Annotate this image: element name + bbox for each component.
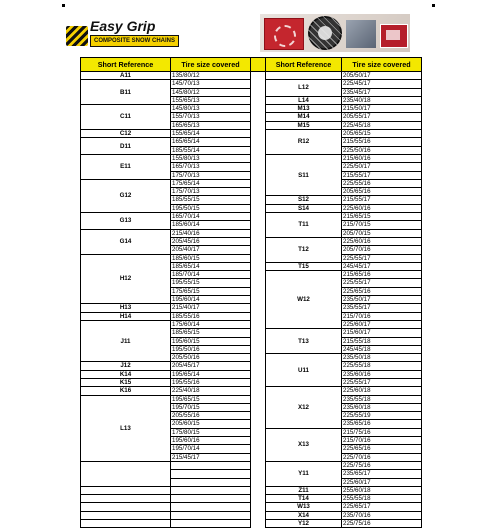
left-tire-size: 165/65/14 [171, 138, 251, 146]
right-tire-size: 225/75/16 [342, 520, 422, 528]
table-row [81, 179, 422, 187]
table-row [81, 312, 422, 320]
right-tire-size: 225/55/17 [342, 279, 422, 287]
left-short-reference: J12 [81, 362, 171, 370]
right-tire-size: 225/65/16 [342, 445, 422, 453]
left-tire-size: 215/40/16 [171, 229, 251, 237]
empty-cell [81, 495, 171, 503]
empty-cell [171, 511, 251, 519]
table-row [81, 154, 422, 162]
table-row [81, 520, 422, 528]
left-short-reference: C11 [81, 105, 171, 130]
right-short-reference: T11 [266, 213, 342, 238]
table-row [81, 80, 422, 88]
right-tire-size: 225/55/18 [342, 362, 422, 370]
empty-cell [81, 486, 171, 494]
table-row [81, 229, 422, 237]
table-row [81, 503, 422, 511]
table-row [81, 130, 422, 138]
table-row [81, 511, 422, 519]
empty-cell [171, 495, 251, 503]
column-gap [251, 179, 266, 187]
column-gap [251, 503, 266, 511]
right-tire-size: 235/70/16 [342, 511, 422, 519]
column-gap [251, 188, 266, 196]
right-tire-size: 235/65/16 [342, 420, 422, 428]
right-tire-size: 245/45/18 [342, 345, 422, 353]
left-short-reference [81, 461, 171, 486]
left-tire-size: 155/65/13 [171, 96, 251, 104]
column-gap [251, 196, 266, 204]
right-short-reference: T15 [266, 262, 342, 270]
left-tire-size: 205/45/17 [171, 362, 251, 370]
column-gap [251, 80, 266, 88]
left-short-reference: H14 [81, 312, 171, 320]
left-tire-size: 195/60/15 [171, 337, 251, 345]
column-gap [251, 72, 266, 80]
left-tire-size: 165/70/14 [171, 213, 251, 221]
column-gap [251, 420, 266, 428]
empty-cell [171, 520, 251, 528]
column-gap [251, 470, 266, 478]
right-short-reference: R12 [266, 130, 342, 155]
column-gap [251, 154, 266, 162]
table-row [81, 105, 422, 113]
column-gap [251, 520, 266, 528]
left-tire-size: 215/45/17 [171, 453, 251, 461]
right-tire-size: 215/55/18 [342, 337, 422, 345]
right-tire-size: 215/70/16 [342, 312, 422, 320]
logo-subtitle: COMPOSITE SNOW CHAINS [90, 35, 179, 47]
column-gap [251, 121, 266, 129]
column-gap [251, 279, 266, 287]
right-tire-size: 205/70/16 [342, 246, 422, 254]
left-tire-size: 185/55/15 [171, 196, 251, 204]
right-tire-size: 215/75/16 [342, 428, 422, 436]
table-row [81, 461, 422, 469]
left-tire-size [171, 478, 251, 486]
left-tire-size: 195/70/15 [171, 403, 251, 411]
right-tire-size: 205/55/17 [342, 113, 422, 121]
left-tire-size: 185/70/14 [171, 271, 251, 279]
left-tire-size: 205/60/15 [171, 420, 251, 428]
column-gap [251, 304, 266, 312]
right-tire-size: 215/65/16 [342, 271, 422, 279]
right-short-reference: L12 [266, 80, 342, 97]
left-tire-size: 175/70/13 [171, 188, 251, 196]
column-gap [251, 296, 266, 304]
column-gap [251, 163, 266, 171]
column-gap [251, 511, 266, 519]
right-tire-size: 225/60/18 [342, 387, 422, 395]
right-tire-size: 235/55/17 [342, 304, 422, 312]
header-tire-size-right: Tire size covered [342, 58, 422, 72]
right-tire-size: 215/70/15 [342, 221, 422, 229]
left-short-reference: K15 [81, 378, 171, 386]
left-tire-size: 195/50/15 [171, 204, 251, 212]
left-tire-size: 205/55/16 [171, 412, 251, 420]
right-tire-size: 225/55/16 [342, 179, 422, 187]
column-gap [251, 312, 266, 320]
right-short-reference: S11 [266, 154, 342, 195]
right-tire-size: 215/55/17 [342, 171, 422, 179]
corner-mark-tr [432, 4, 435, 7]
column-gap [251, 354, 266, 362]
left-tire-size: 185/55/14 [171, 146, 251, 154]
right-short-reference [266, 72, 342, 80]
column-gap [251, 387, 266, 395]
column-gap [251, 105, 266, 113]
right-tire-size: 205/65/16 [342, 188, 422, 196]
left-tire-size: 135/80/12 [171, 72, 251, 80]
right-tire-size: 205/70/15 [342, 229, 422, 237]
left-tire-size [171, 470, 251, 478]
right-short-reference: Z11 [266, 486, 342, 494]
right-tire-size: 235/50/17 [342, 296, 422, 304]
right-short-reference: M13 [266, 105, 342, 113]
column-gap [251, 461, 266, 469]
column-gap [251, 478, 266, 486]
left-tire-size: 195/60/16 [171, 437, 251, 445]
right-short-reference: X13 [266, 428, 342, 461]
right-tire-size: 235/60/16 [342, 370, 422, 378]
left-tire-size: 155/80/13 [171, 154, 251, 162]
empty-cell [81, 503, 171, 511]
column-gap [251, 138, 266, 146]
right-tire-size: 255/55/18 [342, 495, 422, 503]
right-tire-size: 215/65/15 [342, 213, 422, 221]
table-row [81, 320, 422, 328]
left-short-reference: G13 [81, 213, 171, 230]
mini-box-image [380, 24, 408, 48]
left-tire-size: 195/65/14 [171, 370, 251, 378]
right-short-reference: M15 [266, 121, 342, 129]
left-tire-size: 155/65/14 [171, 130, 251, 138]
left-short-reference: H12 [81, 254, 171, 304]
left-tire-size: 165/65/13 [171, 121, 251, 129]
left-short-reference: J11 [81, 320, 171, 361]
right-tire-size: 235/60/18 [342, 403, 422, 411]
left-short-reference: K16 [81, 387, 171, 395]
left-short-reference: K14 [81, 370, 171, 378]
column-gap [251, 412, 266, 420]
right-tire-size: 225/60/17 [342, 478, 422, 486]
column-gap [251, 337, 266, 345]
right-short-reference: T13 [266, 329, 342, 354]
right-tire-size: 225/75/16 [342, 461, 422, 469]
right-tire-size: 225/60/16 [342, 204, 422, 212]
left-tire-size: 195/55/16 [171, 378, 251, 386]
left-tire-size: 195/70/14 [171, 445, 251, 453]
column-gap [251, 213, 266, 221]
wheel-image [346, 20, 376, 48]
empty-cell [81, 511, 171, 519]
right-tire-size: 235/40/18 [342, 96, 422, 104]
left-short-reference: D11 [81, 138, 171, 155]
right-tire-size: 225/65/17 [342, 503, 422, 511]
right-short-reference: X12 [266, 387, 342, 428]
left-tire-size: 225/40/18 [171, 387, 251, 395]
table-header-row [81, 58, 422, 72]
table-row [81, 138, 422, 146]
header-short-reference-right: Short Reference [266, 58, 342, 72]
column-gap [251, 320, 266, 328]
right-short-reference: Y12 [266, 520, 342, 528]
column-gap [251, 130, 266, 138]
left-tire-size: 185/60/14 [171, 221, 251, 229]
column-gap [251, 204, 266, 212]
right-short-reference: W12 [266, 271, 342, 329]
left-short-reference: C12 [81, 130, 171, 138]
right-tire-size: 225/45/17 [342, 80, 422, 88]
left-tire-size: 195/65/15 [171, 395, 251, 403]
right-tire-size: 225/50/16 [342, 146, 422, 154]
left-short-reference: G14 [81, 229, 171, 254]
column-gap [251, 395, 266, 403]
left-tire-size: 175/65/15 [171, 287, 251, 295]
column-gap [251, 262, 266, 270]
left-tire-size: 145/70/13 [171, 80, 251, 88]
table-row [81, 495, 422, 503]
right-tire-size: 235/50/18 [342, 354, 422, 362]
logo-stripes-icon [66, 26, 88, 46]
column-gap [251, 428, 266, 436]
column-gap [251, 88, 266, 96]
column-gap [251, 237, 266, 245]
column-gap [251, 345, 266, 353]
left-tire-size: 185/55/16 [171, 312, 251, 320]
table-row [81, 213, 422, 221]
left-tire-size: 175/80/15 [171, 428, 251, 436]
table-row [81, 72, 422, 80]
right-tire-size: 225/55/17 [342, 378, 422, 386]
right-tire-size: 215/60/17 [342, 329, 422, 337]
left-tire-size: 145/80/12 [171, 88, 251, 96]
column-gap [251, 171, 266, 179]
table-row [81, 362, 422, 370]
left-tire-size: 185/60/15 [171, 254, 251, 262]
left-short-reference: E11 [81, 154, 171, 179]
left-tire-size: 185/65/15 [171, 329, 251, 337]
header-tire-size-left: Tire size covered [171, 58, 251, 72]
right-tire-size: 225/60/16 [342, 237, 422, 245]
right-tire-size: 225/55/19 [342, 412, 422, 420]
right-short-reference: Y11 [266, 461, 342, 486]
header-gap [251, 58, 266, 72]
right-tire-size: 225/45/18 [342, 121, 422, 129]
column-gap [251, 486, 266, 494]
right-tire-size: 225/65/16 [342, 287, 422, 295]
right-short-reference: X14 [266, 511, 342, 519]
left-tire-size: 175/65/14 [171, 179, 251, 187]
left-tire-size: 205/40/17 [171, 246, 251, 254]
table-row [81, 486, 422, 494]
right-tire-size: 225/60/17 [342, 320, 422, 328]
column-gap [251, 403, 266, 411]
column-gap [251, 146, 266, 154]
table-row [81, 387, 422, 395]
left-tire-size: 175/70/13 [171, 171, 251, 179]
right-short-reference: W13 [266, 503, 342, 511]
column-gap [251, 378, 266, 386]
table-row [81, 254, 422, 262]
column-gap [251, 453, 266, 461]
right-short-reference: S12 [266, 196, 342, 204]
table-row [81, 395, 422, 403]
column-gap [251, 254, 266, 262]
column-gap [251, 271, 266, 279]
empty-cell [81, 520, 171, 528]
right-tire-size: 235/55/18 [342, 395, 422, 403]
logo-title: Easy Grip [90, 18, 156, 34]
right-tire-size: 225/70/16 [342, 453, 422, 461]
tire-size-table [80, 57, 422, 528]
table-row [81, 370, 422, 378]
column-gap [251, 221, 266, 229]
right-tire-size: 215/60/16 [342, 154, 422, 162]
left-short-reference: A11 [81, 72, 171, 80]
right-tire-size: 235/65/17 [342, 470, 422, 478]
left-tire-size: 165/70/13 [171, 163, 251, 171]
product-box-image [264, 18, 304, 50]
table-row [81, 378, 422, 386]
left-tire-size: 205/50/16 [171, 354, 251, 362]
product-photo [260, 14, 410, 52]
column-gap [251, 370, 266, 378]
right-tire-size: 255/60/18 [342, 486, 422, 494]
left-tire-size: 195/60/14 [171, 296, 251, 304]
left-tire-size: 175/60/14 [171, 320, 251, 328]
right-short-reference: T14 [266, 495, 342, 503]
left-tire-size: 195/50/16 [171, 345, 251, 353]
left-tire-size: 155/70/13 [171, 113, 251, 121]
right-short-reference: U11 [266, 354, 342, 387]
right-tire-size: 215/70/16 [342, 437, 422, 445]
column-gap [251, 246, 266, 254]
column-gap [251, 113, 266, 121]
table-row [81, 304, 422, 312]
right-tire-size: 225/55/17 [342, 254, 422, 262]
right-short-reference: M14 [266, 113, 342, 121]
brand-logo [66, 18, 176, 48]
right-tire-size: 215/55/16 [342, 138, 422, 146]
right-tire-size: 205/50/17 [342, 72, 422, 80]
column-gap [251, 495, 266, 503]
left-short-reference: G12 [81, 179, 171, 212]
left-tire-size: 195/55/15 [171, 279, 251, 287]
right-tire-size: 215/50/17 [342, 105, 422, 113]
column-gap [251, 437, 266, 445]
right-tire-size: 235/45/17 [342, 88, 422, 96]
left-short-reference: H13 [81, 304, 171, 312]
snow-chain-image [308, 16, 342, 50]
column-gap [251, 362, 266, 370]
left-tire-size: 205/45/16 [171, 237, 251, 245]
empty-cell [171, 503, 251, 511]
right-tire-size: 215/55/17 [342, 196, 422, 204]
right-tire-size: 205/65/15 [342, 130, 422, 138]
left-short-reference: B11 [81, 80, 171, 105]
header-short-reference-left: Short Reference [81, 58, 171, 72]
column-gap [251, 329, 266, 337]
right-short-reference: T12 [266, 237, 342, 262]
right-short-reference: L14 [266, 96, 342, 104]
left-tire-size [171, 461, 251, 469]
column-gap [251, 96, 266, 104]
left-short-reference: L13 [81, 395, 171, 461]
left-tire-size: 145/80/13 [171, 105, 251, 113]
empty-cell [171, 486, 251, 494]
column-gap [251, 287, 266, 295]
left-tire-size: 215/40/17 [171, 304, 251, 312]
right-short-reference: S14 [266, 204, 342, 212]
column-gap [251, 445, 266, 453]
right-tire-size: 245/45/17 [342, 262, 422, 270]
left-tire-size: 185/65/14 [171, 262, 251, 270]
corner-mark-tl-h [62, 4, 65, 7]
column-gap [251, 229, 266, 237]
right-tire-size: 225/50/17 [342, 163, 422, 171]
